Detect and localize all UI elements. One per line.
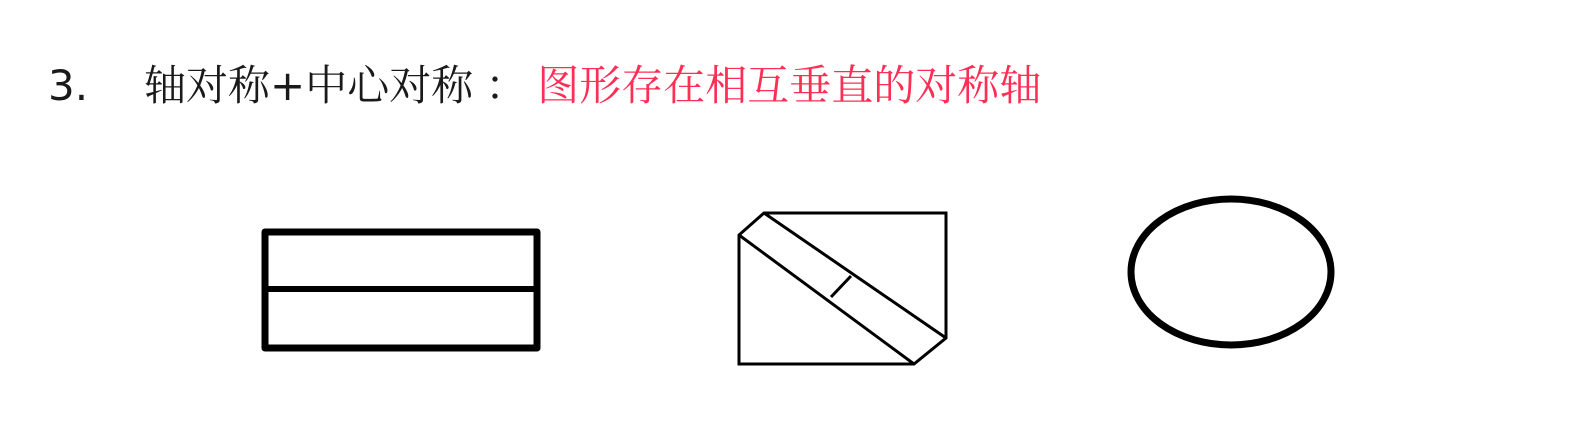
- item-number: 3.: [48, 61, 89, 110]
- title-emphasis: 图形存在相互垂直的对称轴: [537, 61, 1042, 110]
- rectangle-split-icon: [265, 232, 537, 348]
- title-label: 轴对称+中心对称: [144, 61, 474, 110]
- ellipse-icon: [1131, 199, 1331, 345]
- band-crossbar: [831, 276, 851, 297]
- ellipse-outline: [1131, 199, 1331, 345]
- cut-corner-outline: [739, 213, 946, 364]
- diagonal-band-square-icon: [739, 213, 946, 364]
- title-separator: ：: [485, 61, 528, 110]
